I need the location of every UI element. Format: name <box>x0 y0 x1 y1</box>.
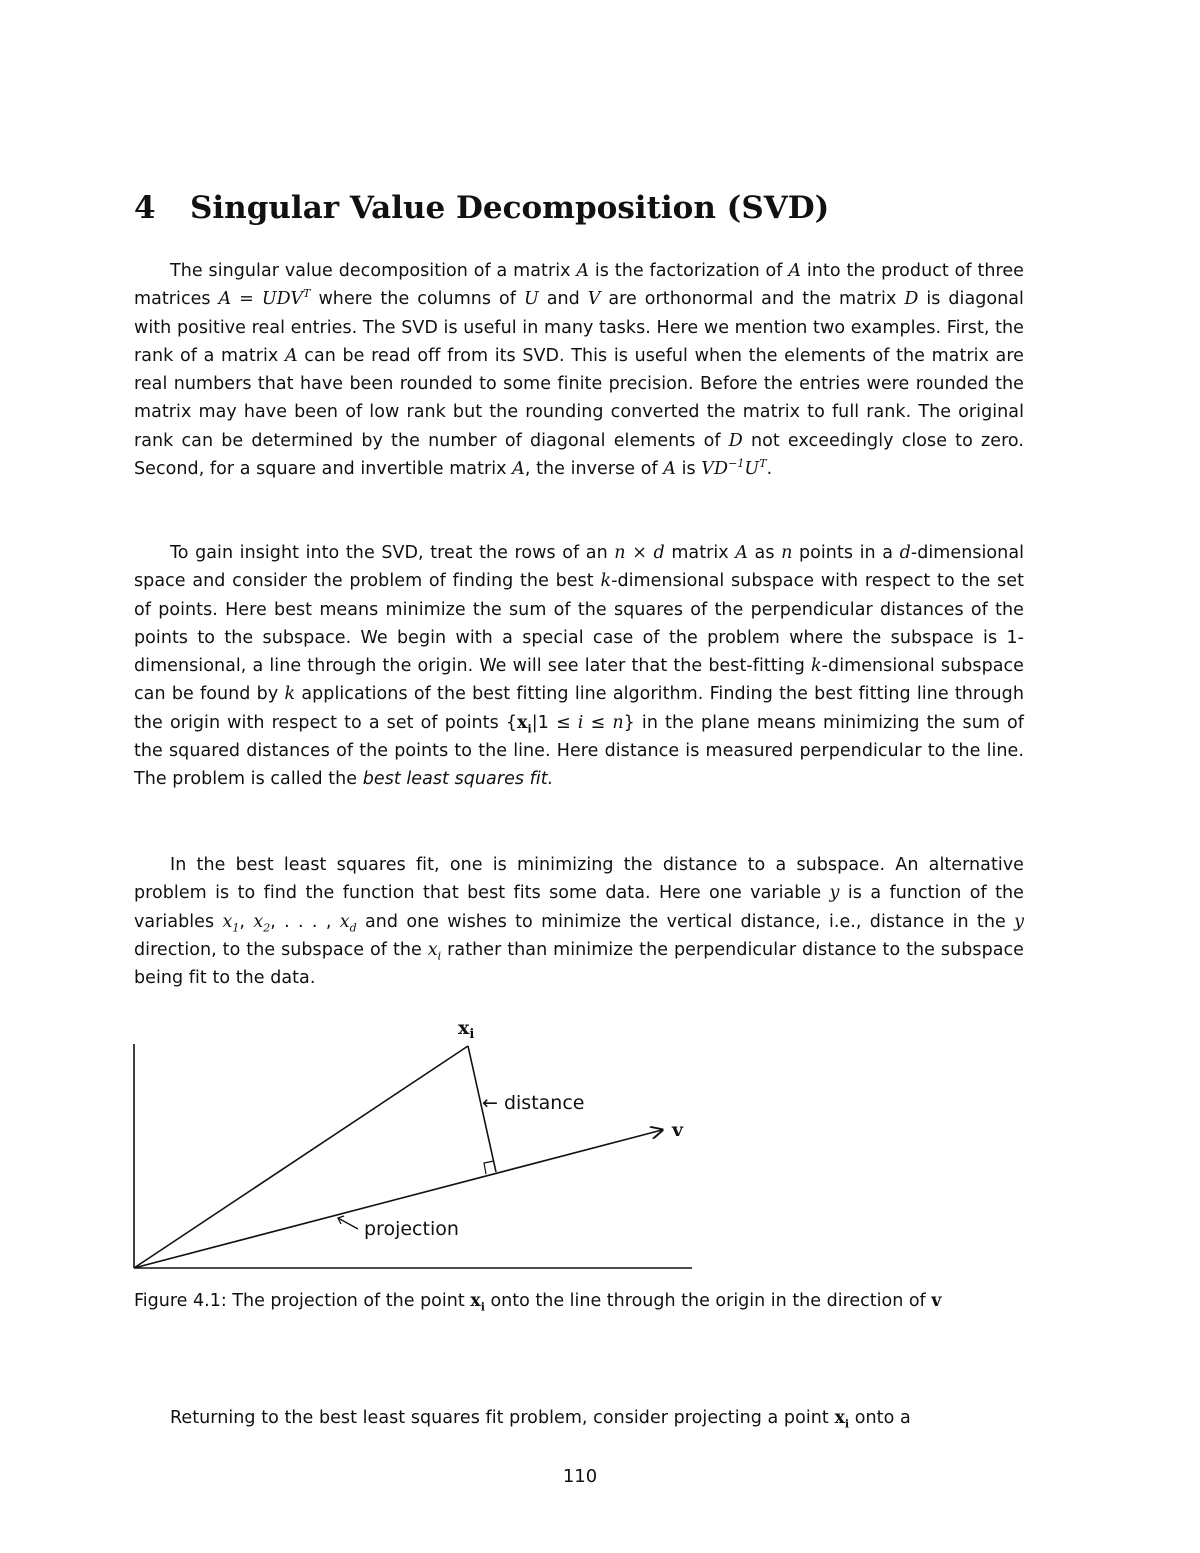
caption-text: Figure 4.1: The projection of the point <box>134 1291 471 1311</box>
text-run: -dimensional space and consider the problem of finding the best <box>134 543 1025 592</box>
math-vector: v <box>931 1291 942 1311</box>
math-symbol: i <box>577 712 584 733</box>
text-run: is diagonal with positive real entries. The SVD is useful in many tasks. Here we mention two examples. First, the rank of a matrix <box>134 289 1024 366</box>
math-vector: x <box>834 1408 845 1428</box>
paragraph-returning <box>134 1404 1024 1432</box>
paragraph-insight <box>134 539 1024 794</box>
distance-label: ← distance <box>482 1092 585 1114</box>
math-symbol: A <box>735 543 748 563</box>
math-subscript: i <box>437 949 442 963</box>
math-symbol: n × d <box>614 543 665 563</box>
text-run: Returning to the best least squares fit problem, consider projecting a point <box>170 1408 835 1428</box>
text-run: and one wishes to minimize the vertical distance, i.e., distance in the <box>356 911 1015 932</box>
math-superscript: T <box>759 457 767 471</box>
math-symbol: k <box>811 656 822 677</box>
math-symbol: A <box>788 261 802 281</box>
math-subscript: d <box>349 921 357 935</box>
text-run: -dimensional subspace with respect to the set of points. Here best means minimize the sum of the squares of the perpendicular distances of the points to the subspace. We begin with a special case of the problem where the subspace is 1-dimensional, a line through the origin. We will see later that the best-fitting <box>134 571 1024 677</box>
math-symbol: V <box>587 289 601 310</box>
text-run: rather than minimize the perpendicular distance to the subspace being fit to the data. <box>134 939 1024 989</box>
math-symbol: x <box>253 911 264 932</box>
math-symbol: x <box>339 911 350 932</box>
vector-v-label: v <box>672 1119 684 1141</box>
text-run: . <box>766 459 773 480</box>
math-vector: x <box>517 712 528 733</box>
math-superscript: −1 <box>728 457 745 471</box>
figure-caption <box>134 1287 1024 1315</box>
text-run: -dimensional subspace can be found by <box>134 656 1024 705</box>
text-run: are orthonormal and the matrix <box>600 289 905 310</box>
math-symbol: D <box>904 289 919 310</box>
emphasis-term: best least squares fit. <box>362 769 554 790</box>
text-run: is a function of the variables <box>134 883 1024 932</box>
paragraph-intro <box>134 257 1024 483</box>
text-run: points in a <box>792 543 900 563</box>
text-run: as <box>747 543 782 563</box>
math-symbol: A <box>284 345 298 366</box>
text-run: is the factorization of <box>589 261 789 281</box>
figure-projection-diagram <box>120 1010 720 1280</box>
math-symbol: x <box>427 939 438 960</box>
math-symbol: n <box>781 543 793 563</box>
projection-label: projection <box>364 1218 459 1240</box>
text-run: , <box>239 911 254 932</box>
text-run: onto a <box>849 1408 911 1428</box>
math-subscript: i <box>480 1300 485 1314</box>
text-run: where the columns of <box>310 289 524 310</box>
text-run: , the inverse of <box>524 459 664 480</box>
section-heading <box>134 190 1024 226</box>
text-run: |1 ≤ <box>531 712 578 733</box>
text-run: ≤ <box>583 712 613 733</box>
section-title: Singular Value Decomposition (SVD) <box>190 190 830 226</box>
section-number: 4 <box>134 190 156 226</box>
direction-v-line <box>134 1130 662 1268</box>
math-symbol: U <box>744 459 760 480</box>
math-subscript: 2 <box>263 921 271 935</box>
math-symbol: A <box>576 261 590 281</box>
text-run: not exceedingly close to zero. Second, for a square and invertible matrix <box>134 430 1024 480</box>
text-run: direction, to the subspace of the <box>134 939 428 960</box>
math-superscript: T <box>303 287 311 301</box>
text-run: into the product of three matrices <box>134 261 1024 310</box>
math-symbol: k <box>600 571 612 592</box>
math-symbol: D <box>728 430 743 451</box>
math-symbol: U <box>523 289 539 310</box>
page-number: 110 <box>562 1466 598 1487</box>
math-subscript: 1 <box>232 921 240 935</box>
text-run: The singular value decomposition of a matrix <box>170 261 577 281</box>
text-run: , . . . , <box>270 911 340 932</box>
text-run: can be read off from its SVD. This is useful when the elements of the matrix are real numbers that have been rounded to some finite precision. Before the entries were rounded the matrix may have been of low rank but the rounding converted the matrix to full rank. The original rank can be determined by the number of diagonal elements of <box>134 345 1024 451</box>
math-symbol: VD <box>701 459 729 480</box>
math-symbol: y <box>1014 911 1024 932</box>
text-run: is <box>675 459 702 480</box>
math-symbol: A <box>663 459 676 480</box>
math-symbol: k <box>284 684 296 705</box>
text-run: and <box>538 289 588 310</box>
point-label: $x_i$ <box>458 1017 475 1042</box>
text-run: In the best least squares fit, one is minimizing the distance to a subspace. An alternative problem is to find the function that best fits some data. Here one variable <box>134 855 1024 904</box>
math-symbol: A = UDV <box>218 289 304 310</box>
text-run: } in the plane means minimizing the sum of the squared distances of the points to the line. Here distance is measured perpendicular to the line. The problem is called the <box>134 712 1024 790</box>
text-run: applications of the best fitting line algorithm. Finding the best fitting line through the origin with respect to a set of points { <box>134 684 1024 733</box>
math-symbol: y <box>829 883 840 904</box>
text-run: To gain insight into the SVD, treat the rows of an <box>170 543 615 563</box>
caption-text: onto the line through the origin in the direction of <box>484 1291 932 1311</box>
text-run: matrix <box>664 543 736 563</box>
math-symbol: x <box>222 911 233 932</box>
math-symbol: A <box>512 459 525 480</box>
math-vector: x <box>470 1291 481 1311</box>
math-symbol: n <box>612 712 624 733</box>
math-symbol: d <box>899 543 911 563</box>
right-angle-marker <box>484 1161 494 1174</box>
paragraph-alternative <box>134 851 1024 992</box>
math-subscript: i <box>527 722 532 736</box>
math-subscript: i <box>844 1417 850 1431</box>
